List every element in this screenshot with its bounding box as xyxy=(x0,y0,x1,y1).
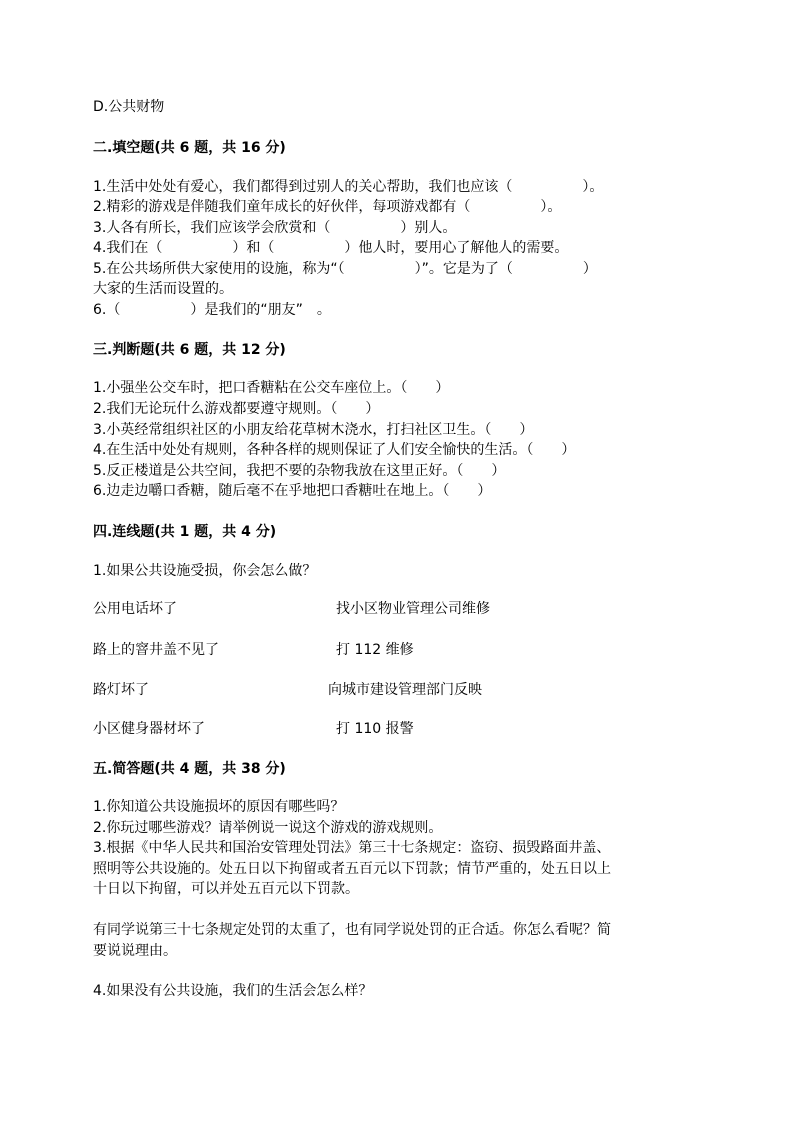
matching-left-item: 公用电话坏了 xyxy=(93,601,177,617)
matching-right-item: 打 110 报警 xyxy=(336,721,414,737)
section-heading-matching: 四.连线题(共 1 题，共 4 分) xyxy=(93,524,277,540)
section-heading-short-answer: 五.简答题(共 4 题，共 38 分) xyxy=(93,761,286,777)
true-false-line: 5.反正楼道是公共空间，我把不要的杂物我放在这里正好。（ ） xyxy=(93,463,506,479)
option-d: D.公共财物 xyxy=(93,99,165,115)
short-answer-line: 2.你玩过哪些游戏？请举例说一说这个游戏的游戏规则。 xyxy=(93,820,443,836)
matching-left-item: 路上的窨井盖不见了 xyxy=(93,642,219,658)
matching-left-item: 路灯坏了 xyxy=(93,682,149,698)
matching-right-item: 找小区物业管理公司维修 xyxy=(336,601,490,617)
short-answer-paragraph-line: 有同学说第三十七条规定处罚的太重了，也有同学说处罚的正合适。你怎么看呢？简 xyxy=(93,922,611,938)
true-false-line: 4.在生活中处处有规则，各种各样的规则保证了人们安全愉快的生活。（ ） xyxy=(93,442,576,458)
true-false-line: 3.小英经常组织社区的小朋友给花草树木浇水，打扫社区卫生。（ ） xyxy=(93,422,534,438)
true-false-line: 2.我们无论玩什么游戏都要遵守规则。（ ） xyxy=(93,401,380,417)
fill-blank-line: 6.（ ）是我们的“朋友” 。 xyxy=(93,302,331,318)
short-answer-question-4: 4.如果没有公共设施，我们的生活会怎么样？ xyxy=(93,983,373,999)
section-heading-true-false: 三.判断题(共 6 题，共 12 分) xyxy=(93,342,286,358)
true-false-line: 1.小强坐公交车时，把口香糖粘在公交车座位上。（ ） xyxy=(93,380,450,396)
short-answer-line: 十日以下拘留，可以并处五百元以下罚款。 xyxy=(93,881,359,897)
short-answer-line: 照明等公共设施的。处五日以下拘留或者五百元以下罚款；情节严重的，处五日以上 xyxy=(93,861,611,877)
matching-right-item: 打 112 维修 xyxy=(336,642,414,658)
matching-question: 1.如果公共设施受损，你会怎么做？ xyxy=(93,563,317,579)
fill-blank-line: 1.生活中处处有爱心，我们都得到过别人的关心帮助，我们也应该（ ）。 xyxy=(93,179,604,195)
true-false-line: 6.边走边嚼口香糖，随后毫不在乎地把口香糖吐在地上。（ ） xyxy=(93,483,492,499)
matching-left-item: 小区健身器材坏了 xyxy=(93,721,205,737)
short-answer-paragraph-line: 要说说理由。 xyxy=(93,943,177,959)
section-heading-fill-blank: 二.填空题(共 6 题，共 16 分) xyxy=(93,140,286,156)
fill-blank-line: 3.人各有所长，我们应该学会欣赏和（ ）别人。 xyxy=(93,220,457,236)
fill-blank-line: 4.我们在（ ）和（ ）他人时，要用心了解他人的需要。 xyxy=(93,240,569,256)
matching-right-item: 向城市建设管理部门反映 xyxy=(328,682,482,698)
fill-blank-line: 2.精彩的游戏是伴随我们童年成长的好伙伴，每项游戏都有（ ）。 xyxy=(93,199,562,215)
fill-blank-line: 5.在公共场所供大家使用的设施，称为“（ ）”。它是为了（ ） xyxy=(93,261,597,277)
fill-blank-line: 大家的生活而设置的。 xyxy=(93,281,233,297)
short-answer-line: 1.你知道公共设施损坏的原因有哪些吗？ xyxy=(93,799,345,815)
short-answer-line: 3.根据《中华人民共和国治安管理处罚法》第三十七条规定：盗窃、损毁路面井盖、 xyxy=(93,840,611,856)
